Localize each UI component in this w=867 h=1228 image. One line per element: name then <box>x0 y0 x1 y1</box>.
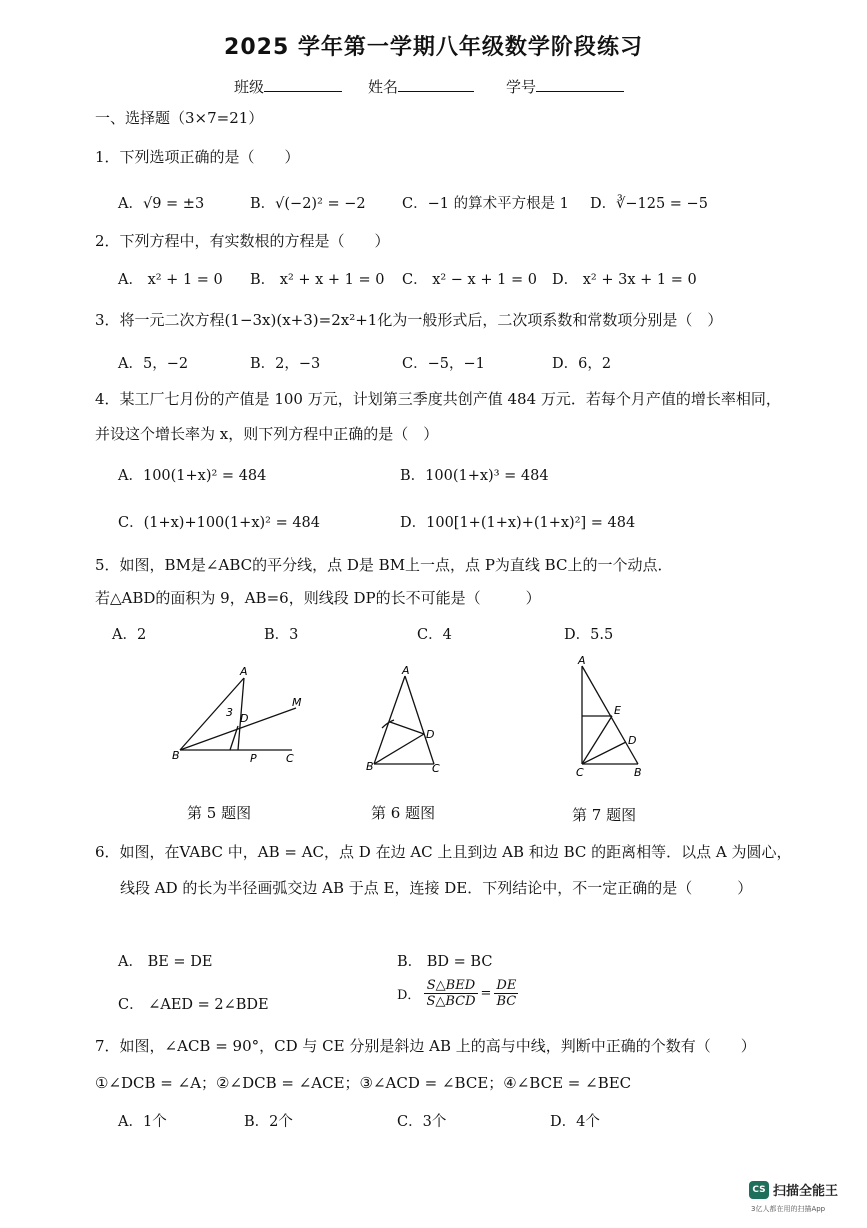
q6-option-d-den: S△BCD <box>426 994 476 1009</box>
q4-option-b: B．100(1+x)³ = 484 <box>400 468 549 484</box>
q6-option-d-rhs-num: DE <box>496 978 517 993</box>
q2-option-c: C． x² − x + 1 = 0 <box>402 272 537 288</box>
q7-option-d: D．4个 <box>550 1114 600 1130</box>
name-blank <box>398 77 474 92</box>
q6-option-a: A． BE = DE <box>118 954 213 970</box>
fig6-point-a: A <box>402 664 410 677</box>
q2-stem: 2．下列方程中，有实数根的方程是（ ） <box>95 232 390 250</box>
fig5-label-3: 3 <box>226 706 233 719</box>
q6-option-d-prefix: D． <box>397 988 421 1003</box>
fig7-point-d: D <box>628 734 637 747</box>
q3-option-d: D．6，2 <box>552 356 612 372</box>
id-label: 学号 <box>506 78 537 96</box>
q7-option-c: C．3个 <box>397 1114 447 1130</box>
q7-statements: ①∠DCB = ∠A；②∠DCB = ∠ACE；③∠ACD = ∠BCE；④∠BCE = ∠BEC <box>95 1074 632 1092</box>
section-heading: 一、选择题（3×7=21） <box>95 109 264 127</box>
id-blank <box>536 77 624 92</box>
fig5-line-ab <box>180 678 244 750</box>
fig5-point-m: M <box>292 696 302 709</box>
q3-stem: 3．将一元二次方程(1−3x)(x+3)=2x²+1化为一般形式后，二次项系数和常数项分别是（ ） <box>95 311 723 329</box>
q6-option-d-rhs-den: BC <box>496 994 517 1009</box>
fig6-caption: 第 6 题图 <box>371 804 436 822</box>
fig7-point-c: C <box>576 766 584 779</box>
q4-option-a: A．100(1+x)² = 484 <box>118 468 267 484</box>
fig6-point-b: B <box>366 760 374 773</box>
q4-stem-line2: 并设这个增长率为 x，则下列方程中正确的是（ ） <box>95 425 439 443</box>
fig6-line-ed <box>390 722 424 734</box>
q7-option-a: A．1个 <box>118 1114 167 1130</box>
name-field <box>368 76 474 97</box>
q2-option-b: B． x² + x + 1 = 0 <box>250 272 385 288</box>
q1-option-b: B．√(−2)² = −2 <box>250 196 366 212</box>
fig5-point-b: B <box>172 749 180 762</box>
figure-5 <box>160 660 310 770</box>
class-field <box>234 76 342 97</box>
fig7-point-b: B <box>634 766 642 779</box>
q7-stem: 7．如图，∠ACB = 90°，CD 与 CE 分别是斜边 AB 上的高与中线，判断中正确的个数有（ ） <box>95 1037 756 1055</box>
q6-option-d-fraction <box>397 978 518 1009</box>
fig7-caption: 第 7 题图 <box>572 806 637 824</box>
fig5-line-dp <box>230 726 238 750</box>
q7-option-b: B．2个 <box>244 1114 293 1130</box>
q5-stem-line1: 5．如图，BM是∠ABC的平分线，点 D是 BM上一点，点 P为直线 BC上的一个动点． <box>95 556 673 574</box>
q3-option-b: B．2，−3 <box>250 356 321 372</box>
q2-option-a: A． x² + 1 = 0 <box>118 272 223 288</box>
figure-7 <box>568 656 658 781</box>
fig6-point-d: D <box>426 728 435 741</box>
class-label: 班级 <box>234 78 265 96</box>
page-title: 2025 学年第一学期八年级数学阶段练习 <box>224 35 643 60</box>
scanner-watermark <box>749 1178 841 1218</box>
q6-option-b: B． BD = BC <box>397 954 493 970</box>
q5-option-c: C．4 <box>417 627 452 643</box>
fig7-point-e: E <box>614 704 621 717</box>
fig7-point-a: A <box>578 656 586 667</box>
fig6-line-bd <box>374 734 424 764</box>
q6-stem-line1: 6．如图，在VABC 中，AB = AC，点 D 在边 AC 上且到边 AB 和边 BC 的距离相等．以点 A 为圆心， <box>95 843 792 861</box>
q4-option-d: D．100[1+(1+x)+(1+x)²] = 484 <box>400 515 636 531</box>
scanner-tagline: 3亿人都在用的扫描App <box>751 1205 826 1213</box>
scanner-logo-icon: CS <box>749 1181 769 1199</box>
q6-option-d-equals: = <box>480 986 492 1001</box>
q6-stem-line2: 线段 AD 的长为半径画弧交边 AB 于点 E，连接 DE．下列结论中，不一定正确的是（ ） <box>120 879 753 897</box>
name-label: 姓名 <box>368 78 399 96</box>
fig5-point-p: P <box>250 752 257 765</box>
q6-option-d-num: S△BED <box>424 978 477 994</box>
q5-option-d: D．5.5 <box>564 627 614 643</box>
id-field <box>506 76 624 97</box>
q1-option-a: A．√9 = ±3 <box>118 196 205 212</box>
q6-option-c: C． ∠AED = 2∠BDE <box>118 997 269 1013</box>
q2-option-d: D． x² + 3x + 1 = 0 <box>552 272 697 288</box>
fig6-point-c: C <box>432 762 440 775</box>
fig6-line-ac <box>405 676 434 764</box>
fig5-caption: 第 5 题图 <box>187 804 252 822</box>
fig6-line-ab <box>374 676 405 764</box>
q4-option-c: C．(1+x)+100(1+x)² = 484 <box>118 515 321 531</box>
q5-stem-line2: 若△ABD的面积为 9，AB=6，则线段 DP的长不可能是（ ） <box>95 589 541 607</box>
figure-6 <box>360 662 450 777</box>
q3-option-c: C．−5，−1 <box>402 356 485 372</box>
q6-option-d <box>397 978 518 1009</box>
fig5-point-c: C <box>286 752 294 765</box>
q1-option-d: D．∛−125 = −5 <box>590 196 708 212</box>
q1-stem: 1．下列选项正确的是（ ） <box>95 148 300 166</box>
fig5-point-a: A <box>240 665 248 678</box>
class-blank <box>264 77 342 92</box>
fig5-point-d: D <box>240 712 249 725</box>
scanner-app-name: 扫描全能王 <box>773 1184 839 1199</box>
q4-stem-line1: 4．某工厂七月份的产值是 100 万元，计划第三季度共创产值 484 万元．若每个月产值的增长率相同， <box>95 390 781 408</box>
q3-option-a: A．5，−2 <box>118 356 189 372</box>
q5-option-b: B．3 <box>264 627 299 643</box>
q5-option-a: A．2 <box>112 627 147 643</box>
q1-option-c: C．−1 的算术平方根是 1 <box>402 196 569 212</box>
